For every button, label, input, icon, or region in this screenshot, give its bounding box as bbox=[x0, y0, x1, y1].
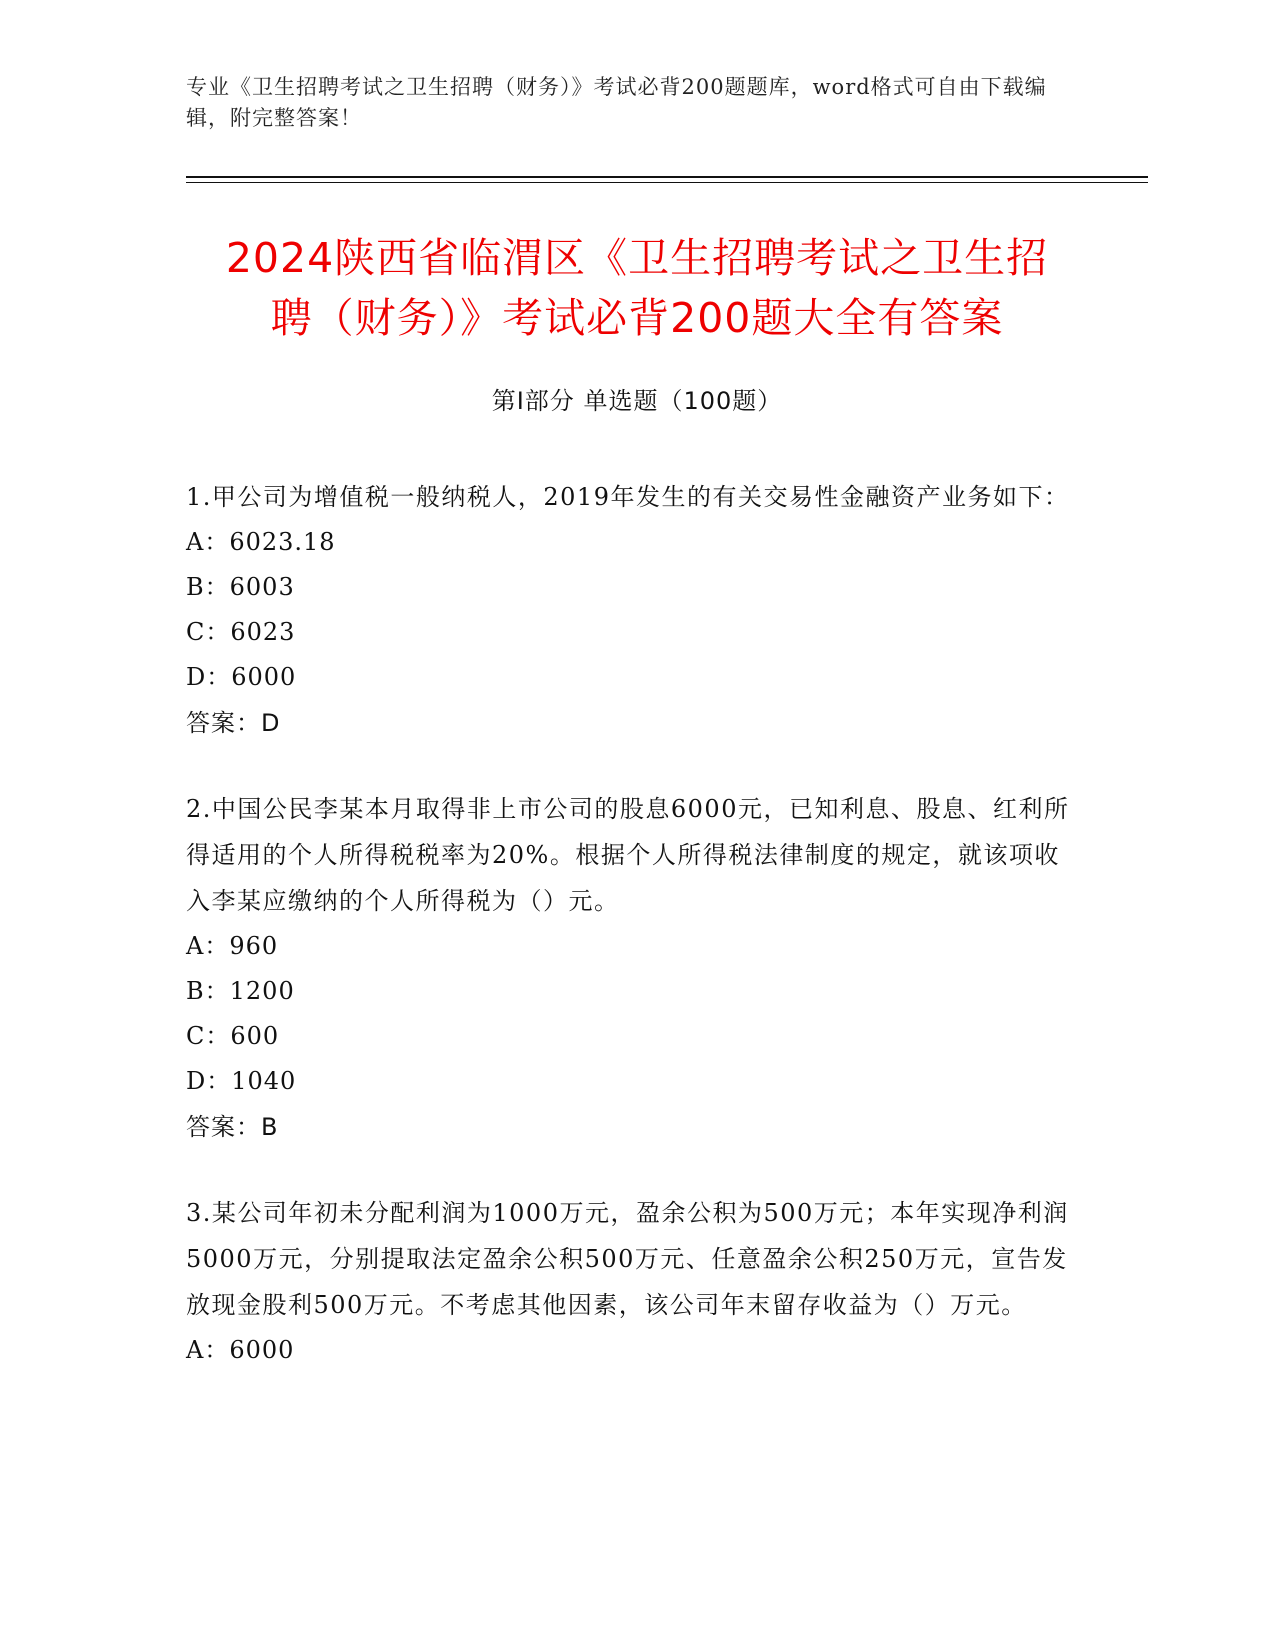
option-d: D：6000 bbox=[186, 663, 297, 691]
question-1 bbox=[186, 474, 1076, 746]
question-stem: 2.中国公民李某本月取得非上市公司的股息6000元，已知利息、股息、红利所得适用的个人所得税税率为20%。根据个人所得税法律制度的规定，就该项收入李某应缴纳的个人所得税为（）元。 bbox=[186, 795, 1070, 915]
question-stem: 3.某公司年初未分配利润为1000万元，盈余公积为500万元；本年实现净利润5000万元，分别提取法定盈余公积500万元、任意盈余公积250万元，宣告发放现金股利500万元。不考虑其他因素，该公司年末留存收益为（）万元。 bbox=[186, 1199, 1069, 1319]
option-a: A：960 bbox=[186, 932, 279, 960]
question-list bbox=[186, 474, 1076, 1413]
option-a: A：6023.18 bbox=[186, 528, 336, 556]
title-line-2: 聘（财务）》考试必背200题大全有答案 bbox=[270, 294, 1004, 342]
option-a: A：6000 bbox=[186, 1336, 295, 1364]
document-title bbox=[186, 228, 1088, 348]
option-c: C：6023 bbox=[186, 618, 296, 646]
header-rule-thick bbox=[186, 176, 1148, 178]
option-b: B：1200 bbox=[186, 977, 295, 1005]
option-d: D：1040 bbox=[186, 1067, 297, 1095]
document-header-note: 专业《卫生招聘考试之卫生招聘（财务）》考试必背200题题库，word格式可自由下载编辑，附完整答案！ bbox=[186, 75, 1047, 130]
question-3 bbox=[186, 1190, 1076, 1373]
answer: 答案：D bbox=[186, 709, 281, 737]
question-stem: 1.甲公司为增值税一般纳税人，2019年发生的有关交易性金融资产业务如下： bbox=[186, 483, 1070, 511]
header-rule-thin bbox=[186, 182, 1148, 183]
question-2 bbox=[186, 786, 1076, 1150]
answer: 答案：B bbox=[186, 1113, 279, 1141]
section-title: 第Ⅰ部分 单选题（100题） bbox=[491, 387, 783, 415]
title-line-1: 2024陕西省临渭区《卫生招聘考试之卫生招 bbox=[225, 234, 1049, 282]
option-b: B：6003 bbox=[186, 573, 295, 601]
option-c: C：600 bbox=[186, 1022, 280, 1050]
